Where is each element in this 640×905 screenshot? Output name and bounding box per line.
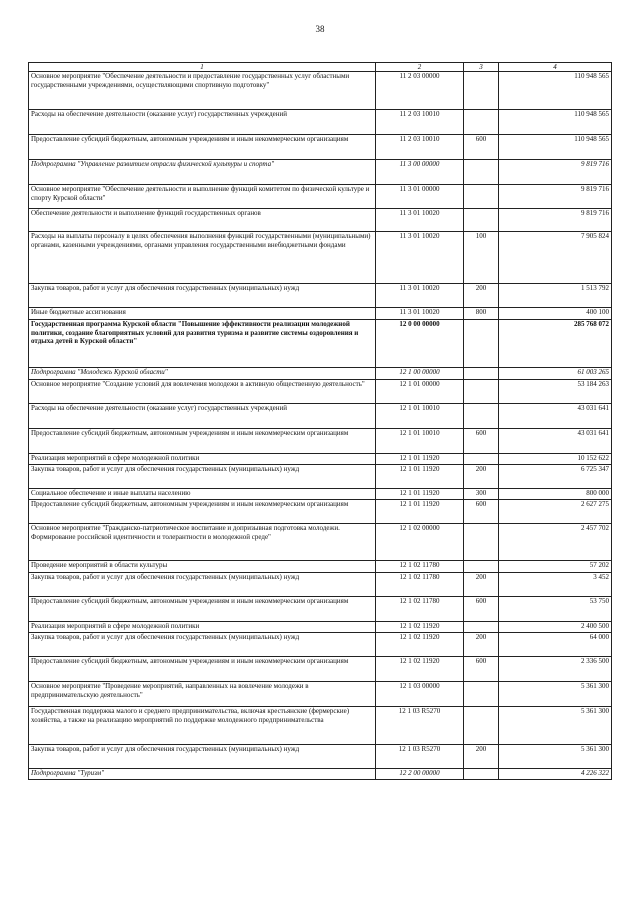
table-row <box>29 499 612 523</box>
row-name-cell: Основное мероприятие "Гражданско-патриотическое воспитание и допризывная подготовка молодежи. Формирование российской идентичности и толерантности в молодежной среде" <box>29 523 376 560</box>
table-row <box>29 109 612 134</box>
row-name-cell: Основное мероприятие "Обеспечение деятельности и предоставление государственных услуг областными государственными учреждениями, осуществляющими спортивную подготовку" <box>29 71 376 109</box>
row-amount-cell: 7 905 824 <box>499 231 612 283</box>
row-name-cell: Реализация мероприятий в сфере молодежной политики <box>29 621 376 632</box>
row-amount-cell: 285 768 072 <box>499 319 612 367</box>
row-code-cell: 12 1 01 11920 <box>376 464 464 488</box>
row-name-cell: Предоставление субсидий бюджетным, автономным учреждениям и иным некоммерческим организациям <box>29 134 376 159</box>
row-vr-cell <box>464 71 499 109</box>
table-row <box>29 231 612 283</box>
table-row <box>29 453 612 464</box>
row-name-cell: Проведение мероприятий в области культуры <box>29 560 376 572</box>
row-vr-cell <box>464 621 499 632</box>
table-row <box>29 379 612 403</box>
row-name-cell: Государственная программа Курской области "Повышение эффективности реализации молодежной политики, создание благоприятных условий для развития туризма и развитие системы оздоровления и отдыха детей в Курской области" <box>29 319 376 367</box>
table-row <box>29 208 612 231</box>
row-vr-cell <box>464 367 499 379</box>
row-code-cell: 12 0 00 00000 <box>376 319 464 367</box>
row-amount-cell: 4 226 322 <box>499 768 612 779</box>
row-code-cell: 12 1 03 R5270 <box>376 744 464 768</box>
table-row <box>29 283 612 307</box>
row-vr-cell <box>464 159 499 184</box>
header-col-3: 3 <box>464 63 499 72</box>
row-amount-cell: 53 184 263 <box>499 379 612 403</box>
row-code-cell: 11 2 03 10010 <box>376 134 464 159</box>
row-name-cell: Основное мероприятие "Создание условий для вовлечения молодежи в активную общественную деятельность" <box>29 379 376 403</box>
row-code-cell: 12 1 00 00000 <box>376 367 464 379</box>
row-amount-cell: 3 452 <box>499 572 612 596</box>
row-amount-cell: 57 202 <box>499 560 612 572</box>
row-amount-cell: 9 819 716 <box>499 208 612 231</box>
row-amount-cell: 6 725 347 <box>499 464 612 488</box>
table-row <box>29 572 612 596</box>
header-col-1: 1 <box>29 63 376 72</box>
table-row <box>29 307 612 319</box>
row-name-cell: Обеспечение деятельности и выполнение функций государственных органов <box>29 208 376 231</box>
row-name-cell: Расходы на обеспечение деятельности (оказание услуг) государственных учреждений <box>29 109 376 134</box>
row-vr-cell <box>464 109 499 134</box>
row-code-cell: 12 1 02 11920 <box>376 656 464 681</box>
page-number: 38 <box>315 24 325 34</box>
row-code-cell: 11 3 01 10020 <box>376 231 464 283</box>
row-name-cell: Основное мероприятие "Проведение мероприятий, направленных на вовлечение молодежи в предпринимательскую деятельность" <box>29 681 376 706</box>
row-name-cell: Иные бюджетные ассигнования <box>29 307 376 319</box>
row-vr-cell <box>464 379 499 403</box>
row-name-cell: Предоставление субсидий бюджетным, автономным учреждениям и иным некоммерческим организациям <box>29 428 376 453</box>
row-code-cell: 11 2 03 00000 <box>376 71 464 109</box>
row-vr-cell <box>464 681 499 706</box>
row-code-cell: 12 1 01 10010 <box>376 428 464 453</box>
row-name-cell: Расходы на выплаты персоналу в целях обеспечения выполнения функций государственными (муниципальными) органами, казенными учреждениями, органами управления государственными внебюджетными фондами <box>29 231 376 283</box>
table-row <box>29 768 612 779</box>
row-vr-cell <box>464 560 499 572</box>
row-name-cell: Подпрограмма "Туризм" <box>29 768 376 779</box>
table-row <box>29 488 612 499</box>
row-amount-cell: 800 000 <box>499 488 612 499</box>
table-row <box>29 681 612 706</box>
row-amount-cell: 5 361 300 <box>499 681 612 706</box>
row-vr-cell: 600 <box>464 499 499 523</box>
row-amount-cell: 1 513 792 <box>499 283 612 307</box>
row-vr-cell <box>464 208 499 231</box>
row-vr-cell: 600 <box>464 656 499 681</box>
row-name-cell: Закупка товаров, работ и услуг для обеспечения государственных (муниципальных) нужд <box>29 744 376 768</box>
row-vr-cell <box>464 453 499 464</box>
row-amount-cell: 110 948 565 <box>499 71 612 109</box>
row-amount-cell: 43 031 641 <box>499 403 612 428</box>
row-vr-cell <box>464 523 499 560</box>
row-code-cell: 12 1 02 11920 <box>376 632 464 656</box>
row-code-cell: 12 1 01 11920 <box>376 499 464 523</box>
row-vr-cell <box>464 184 499 208</box>
row-name-cell: Предоставление субсидий бюджетным, автономным учреждениям и иным некоммерческим организациям <box>29 499 376 523</box>
row-vr-cell: 600 <box>464 596 499 621</box>
row-code-cell: 11 3 01 10020 <box>376 208 464 231</box>
row-vr-cell: 200 <box>464 744 499 768</box>
row-vr-cell: 200 <box>464 632 499 656</box>
row-vr-cell: 800 <box>464 307 499 319</box>
row-code-cell: 12 1 01 10010 <box>376 403 464 428</box>
row-name-cell: Закупка товаров, работ и услуг для обеспечения государственных (муниципальных) нужд <box>29 632 376 656</box>
row-vr-cell: 200 <box>464 464 499 488</box>
row-code-cell: 11 3 01 00000 <box>376 184 464 208</box>
table-row <box>29 656 612 681</box>
row-amount-cell: 43 031 641 <box>499 428 612 453</box>
row-amount-cell: 5 361 300 <box>499 744 612 768</box>
row-name-cell: Государственная поддержка малого и среднего предпринимательства, включая крестьянские (фермерские) хозяйства, а также на реализацию мероприятий по поддержке молодежного предпринимательства <box>29 706 376 744</box>
row-amount-cell: 9 819 716 <box>499 184 612 208</box>
row-vr-cell: 600 <box>464 428 499 453</box>
header-col-2: 2 <box>376 63 464 72</box>
row-amount-cell: 2 336 500 <box>499 656 612 681</box>
row-amount-cell: 61 003 265 <box>499 367 612 379</box>
row-code-cell: 12 1 02 11780 <box>376 572 464 596</box>
row-vr-cell <box>464 768 499 779</box>
row-code-cell: 12 1 01 11920 <box>376 488 464 499</box>
row-code-cell: 12 1 02 11780 <box>376 596 464 621</box>
row-name-cell: Основное мероприятие "Обеспечение деятельности и выполнение функций комитетом по физической культуре и спорту Курской области" <box>29 184 376 208</box>
row-code-cell: 12 1 02 11920 <box>376 621 464 632</box>
row-name-cell: Подпрограмма "Управление развитием отрасли физической культуры и спорта" <box>29 159 376 184</box>
table-row <box>29 706 612 744</box>
table-row <box>29 621 612 632</box>
row-name-cell: Закупка товаров, работ и услуг для обеспечения государственных (муниципальных) нужд <box>29 283 376 307</box>
table-row <box>29 523 612 560</box>
table-row <box>29 596 612 621</box>
row-code-cell: 12 1 03 R5270 <box>376 706 464 744</box>
row-code-cell: 11 3 01 10020 <box>376 307 464 319</box>
table-row <box>29 367 612 379</box>
row-code-cell: 12 1 02 00000 <box>376 523 464 560</box>
row-amount-cell: 110 948 565 <box>499 134 612 159</box>
row-code-cell: 12 1 01 11920 <box>376 453 464 464</box>
row-name-cell: Подпрограмма "Молодежь Курской области" <box>29 367 376 379</box>
row-code-cell: 12 1 01 00000 <box>376 379 464 403</box>
row-vr-cell <box>464 319 499 367</box>
row-code-cell: 11 2 03 10010 <box>376 109 464 134</box>
table-row <box>29 632 612 656</box>
row-name-cell: Социальное обеспечение и иные выплаты населению <box>29 488 376 499</box>
row-vr-cell: 600 <box>464 134 499 159</box>
row-amount-cell: 2 627 275 <box>499 499 612 523</box>
row-vr-cell: 200 <box>464 572 499 596</box>
row-code-cell: 11 3 00 00000 <box>376 159 464 184</box>
row-amount-cell: 9 819 716 <box>499 159 612 184</box>
row-vr-cell: 200 <box>464 283 499 307</box>
table-header-row <box>29 63 612 72</box>
table-row <box>29 744 612 768</box>
row-vr-cell: 300 <box>464 488 499 499</box>
table-row <box>29 71 612 109</box>
row-amount-cell: 53 750 <box>499 596 612 621</box>
row-name-cell: Реализация мероприятий в сфере молодежной политики <box>29 453 376 464</box>
table-row <box>29 159 612 184</box>
row-name-cell: Расходы на обеспечение деятельности (оказание услуг) государственных учреждений <box>29 403 376 428</box>
table-row <box>29 464 612 488</box>
table-row <box>29 428 612 453</box>
row-code-cell: 12 1 02 11780 <box>376 560 464 572</box>
row-vr-cell <box>464 706 499 744</box>
row-amount-cell: 5 361 300 <box>499 706 612 744</box>
header-col-4: 4 <box>499 63 612 72</box>
row-vr-cell <box>464 403 499 428</box>
row-code-cell: 12 2 00 00000 <box>376 768 464 779</box>
row-code-cell: 12 1 03 00000 <box>376 681 464 706</box>
budget-table <box>28 62 612 780</box>
row-amount-cell: 2 457 702 <box>499 523 612 560</box>
row-amount-cell: 2 400 500 <box>499 621 612 632</box>
row-name-cell: Предоставление субсидий бюджетным, автономным учреждениям и иным некоммерческим организациям <box>29 596 376 621</box>
table-row <box>29 319 612 367</box>
row-amount-cell: 110 948 565 <box>499 109 612 134</box>
row-code-cell: 11 3 01 10020 <box>376 283 464 307</box>
table-row <box>29 134 612 159</box>
table-row <box>29 184 612 208</box>
row-amount-cell: 64 000 <box>499 632 612 656</box>
row-amount-cell: 10 152 622 <box>499 453 612 464</box>
table-row <box>29 403 612 428</box>
table-row <box>29 560 612 572</box>
row-name-cell: Закупка товаров, работ и услуг для обеспечения государственных (муниципальных) нужд <box>29 464 376 488</box>
row-vr-cell: 100 <box>464 231 499 283</box>
row-amount-cell: 400 100 <box>499 307 612 319</box>
row-name-cell: Предоставление субсидий бюджетным, автономным учреждениям и иным некоммерческим организациям <box>29 656 376 681</box>
row-name-cell: Закупка товаров, работ и услуг для обеспечения государственных (муниципальных) нужд <box>29 572 376 596</box>
